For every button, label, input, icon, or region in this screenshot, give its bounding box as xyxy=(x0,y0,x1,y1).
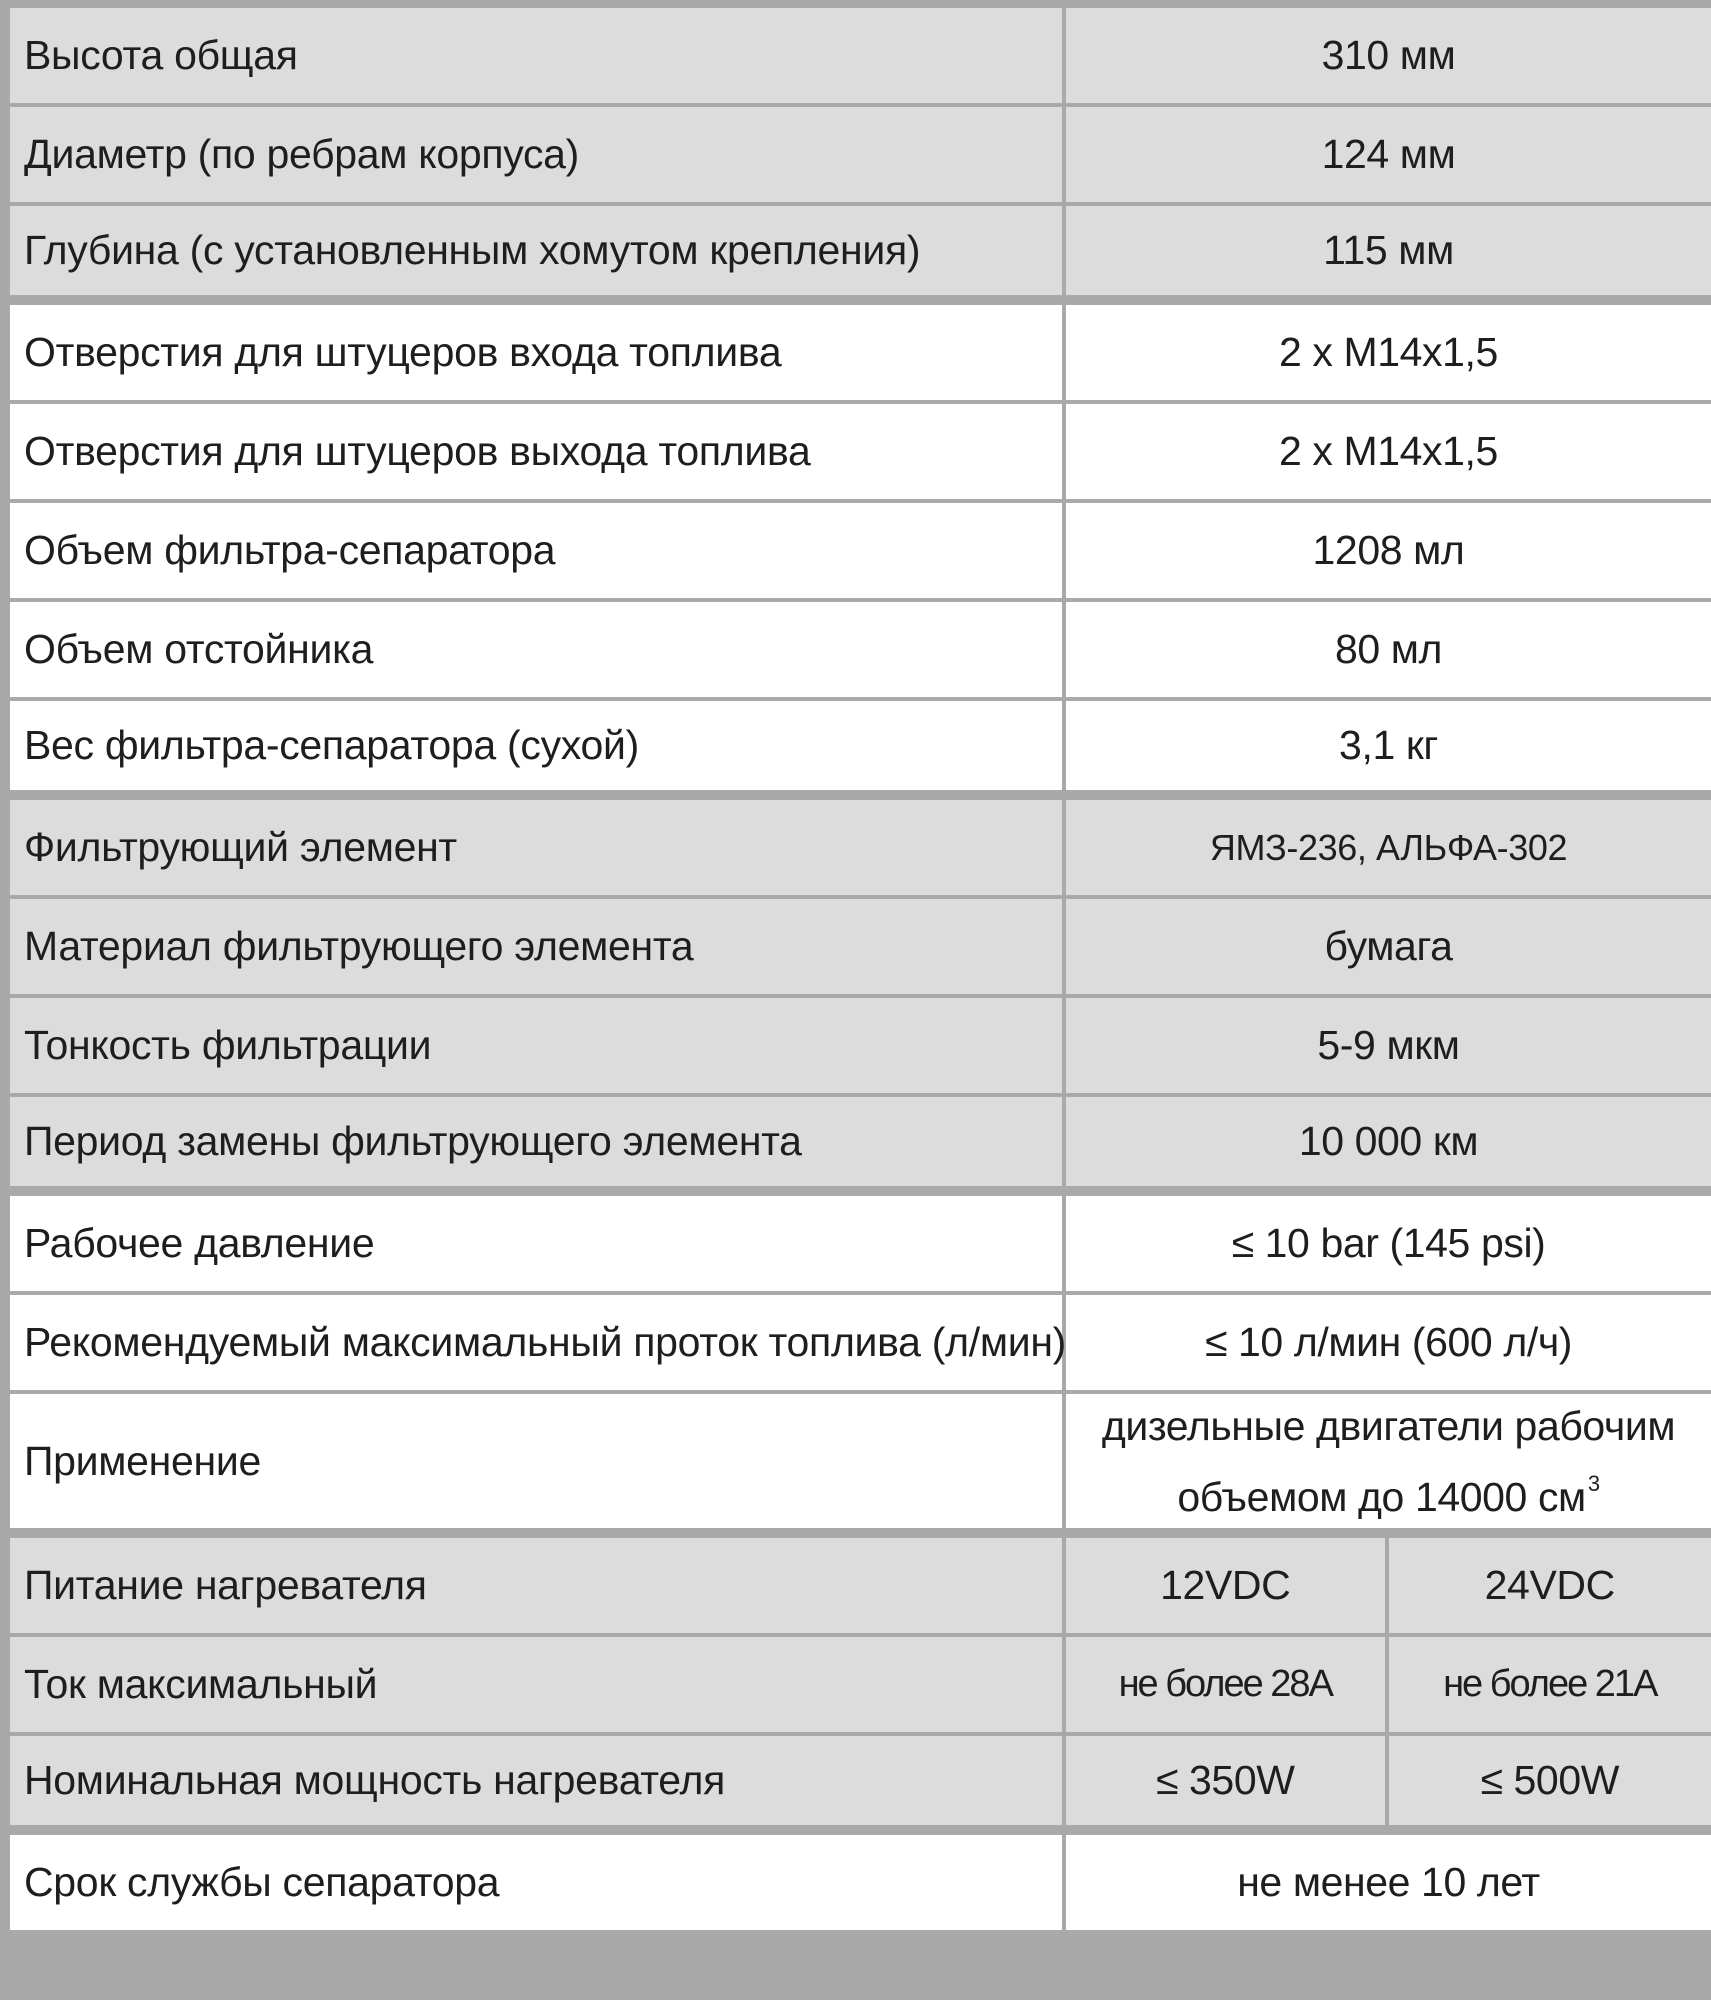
row-value: ≤ 10 bar (145 psi) xyxy=(1066,1196,1711,1295)
row-value xyxy=(1066,1394,1711,1538)
table-row xyxy=(10,1538,1711,1637)
table-row xyxy=(10,1394,1711,1538)
table-row xyxy=(10,1097,1711,1196)
row-label: Тонкость фильтрации xyxy=(10,998,1066,1097)
table-row xyxy=(10,800,1711,899)
table-row xyxy=(10,899,1711,998)
row-value-24v: 24VDC xyxy=(1389,1538,1711,1637)
row-label: Вес фильтра-сепаратора (сухой) xyxy=(10,701,1066,800)
table-row xyxy=(10,404,1711,503)
row-label: Рабочее давление xyxy=(10,1196,1066,1295)
row-value: 124 мм xyxy=(1066,107,1711,206)
application-value xyxy=(1102,1397,1675,1526)
row-value: не менее 10 лет xyxy=(1066,1835,1711,1934)
row-value-12v: 12VDC xyxy=(1066,1538,1389,1637)
table-row xyxy=(10,8,1711,107)
row-value-24v: не более 21А xyxy=(1389,1637,1711,1736)
specifications-table xyxy=(10,8,1711,1934)
row-value: 2 х М14х1,5 xyxy=(1066,305,1711,404)
application-line-1: дизельные двигатели рабочим xyxy=(1101,1402,1676,1449)
row-value: 310 мм xyxy=(1066,8,1711,107)
table-row xyxy=(10,701,1711,800)
row-label: Отверстия для штуцеров выхода топлива xyxy=(10,404,1066,503)
row-label: Диаметр (по ребрам корпуса) xyxy=(10,107,1066,206)
row-label: Рекомендуемый максимальный проток топлива (л/мин) xyxy=(10,1295,1066,1394)
table-row xyxy=(10,1295,1711,1394)
row-value: 2 х М14х1,5 xyxy=(1066,404,1711,503)
row-label: Глубина (с установленным хомутом крепления) xyxy=(10,206,1066,305)
table-row xyxy=(10,998,1711,1097)
row-label: Фильтрующий элемент xyxy=(10,800,1066,899)
table-row xyxy=(10,206,1711,305)
row-value: 80 мл xyxy=(1066,602,1711,701)
row-value: 10 000 км xyxy=(1066,1097,1711,1196)
superscript-cubed: 3 xyxy=(1587,1470,1600,1496)
row-label: Материал фильтрующего элемента xyxy=(10,899,1066,998)
application-line-2: объемом до 14000 см xyxy=(1177,1473,1586,1520)
row-value: 3,1 кг xyxy=(1066,701,1711,800)
row-value: 1208 мл xyxy=(1066,503,1711,602)
row-label: Срок службы сепаратора xyxy=(10,1835,1066,1934)
row-value: 115 мм xyxy=(1066,206,1711,305)
table-row xyxy=(10,602,1711,701)
row-value: ЯМЗ-236, АЛЬФА-302 xyxy=(1066,800,1711,899)
row-label: Отверстия для штуцеров входа топлива xyxy=(10,305,1066,404)
row-label: Объем отстойника xyxy=(10,602,1066,701)
table-row xyxy=(10,305,1711,404)
row-value: бумага xyxy=(1066,899,1711,998)
table-row xyxy=(10,1637,1711,1736)
table-row xyxy=(10,1736,1711,1835)
row-label: Объем фильтра-сепаратора xyxy=(10,503,1066,602)
row-label: Период замены фильтрующего элемента xyxy=(10,1097,1066,1196)
table-row xyxy=(10,107,1711,206)
row-value: ≤ 10 л/мин (600 л/ч) xyxy=(1066,1295,1711,1394)
row-value-24v: ≤ 500W xyxy=(1389,1736,1711,1835)
table-row xyxy=(10,1835,1711,1934)
row-label: Ток максимальный xyxy=(10,1637,1066,1736)
row-label: Номинальная мощность нагревателя xyxy=(10,1736,1066,1835)
row-value-12v: не более 28А xyxy=(1066,1637,1389,1736)
row-label: Высота общая xyxy=(10,8,1066,107)
row-value: 5-9 мкм xyxy=(1066,998,1711,1097)
row-value-12v: ≤ 350W xyxy=(1066,1736,1389,1835)
row-label: Применение xyxy=(10,1394,1066,1538)
row-label: Питание нагревателя xyxy=(10,1538,1066,1637)
table-row xyxy=(10,1196,1711,1295)
table-row xyxy=(10,503,1711,602)
